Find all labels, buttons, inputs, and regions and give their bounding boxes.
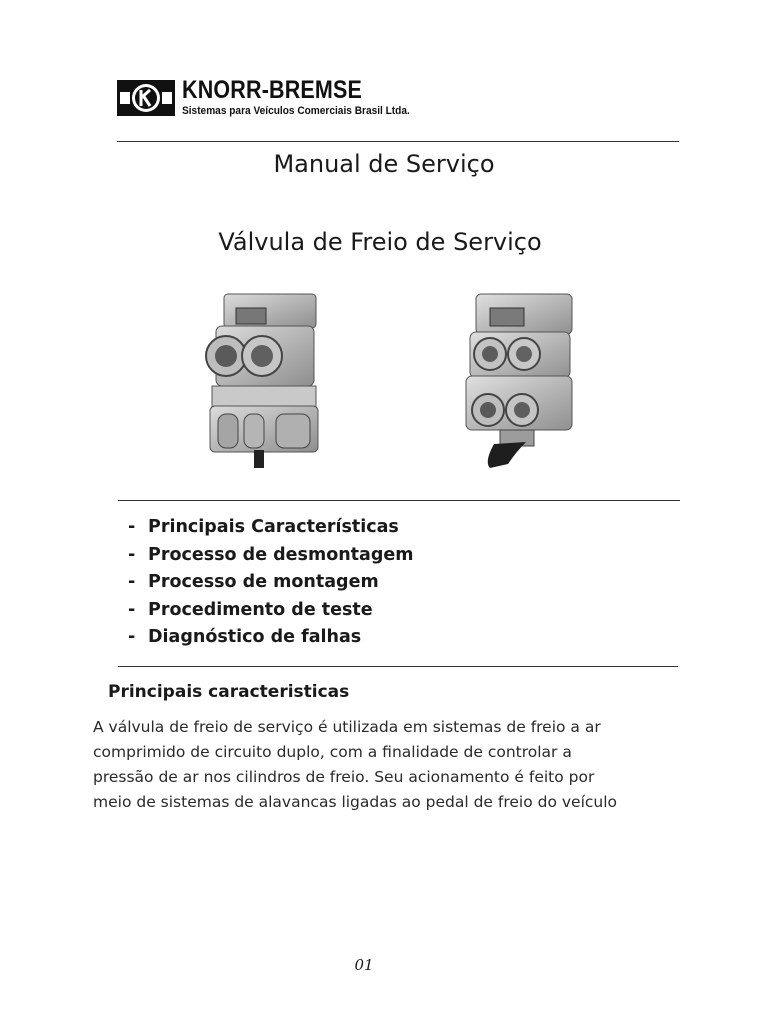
topic-label: Principais Características	[148, 517, 399, 537]
page-number: 01	[354, 956, 374, 974]
body-line: comprimido de circuito duplo, com a finalidade de controlar a	[93, 743, 572, 761]
topic-bullet: -	[128, 599, 136, 620]
topic-label: Diagnóstico de falhas	[148, 627, 362, 647]
document-title: Manual de Serviço	[273, 150, 495, 178]
topic-item	[128, 624, 414, 652]
topic-item	[128, 597, 414, 625]
knorr-bremse-logo-icon	[117, 80, 175, 116]
brand-subtitle: Sistemas para Veículos Comerciais Brasil Ltda.	[182, 105, 410, 117]
brake-valve-photo-side	[460, 292, 578, 474]
body-line: A válvula de freio de serviço é utilizada em sistemas de freio a ar	[93, 718, 601, 736]
topic-label: Processo de montagem	[148, 572, 379, 592]
topic-label: Procedimento de teste	[148, 599, 373, 620]
header-divider	[117, 141, 679, 142]
document-subtitle: Válvula de Freio de Serviço	[218, 228, 542, 256]
topic-label: Processo de desmontagem	[148, 544, 414, 565]
topic-item	[128, 542, 414, 570]
body-line: meio de sistemas de alavancas ligadas ao pedal de freio do veículo	[93, 793, 618, 811]
topics-bottom-divider	[118, 666, 678, 667]
topic-bullet: -	[128, 544, 136, 565]
topic-bullet: -	[128, 627, 136, 647]
topic-item	[128, 569, 414, 597]
section-heading: Principais caracteristicas	[108, 682, 350, 702]
topic-bullet: -	[128, 517, 136, 537]
topics-list	[128, 514, 414, 652]
topic-item	[128, 514, 414, 542]
body-line: pressão de ar nos cilindros de freio. Seu acionamento é feito por	[93, 768, 595, 786]
brand-name: KNORR-BREMSE	[182, 76, 363, 104]
brake-valve-photo-front	[196, 290, 324, 472]
section-body	[93, 715, 733, 815]
topic-bullet: -	[128, 572, 136, 592]
topics-top-divider	[118, 500, 680, 501]
